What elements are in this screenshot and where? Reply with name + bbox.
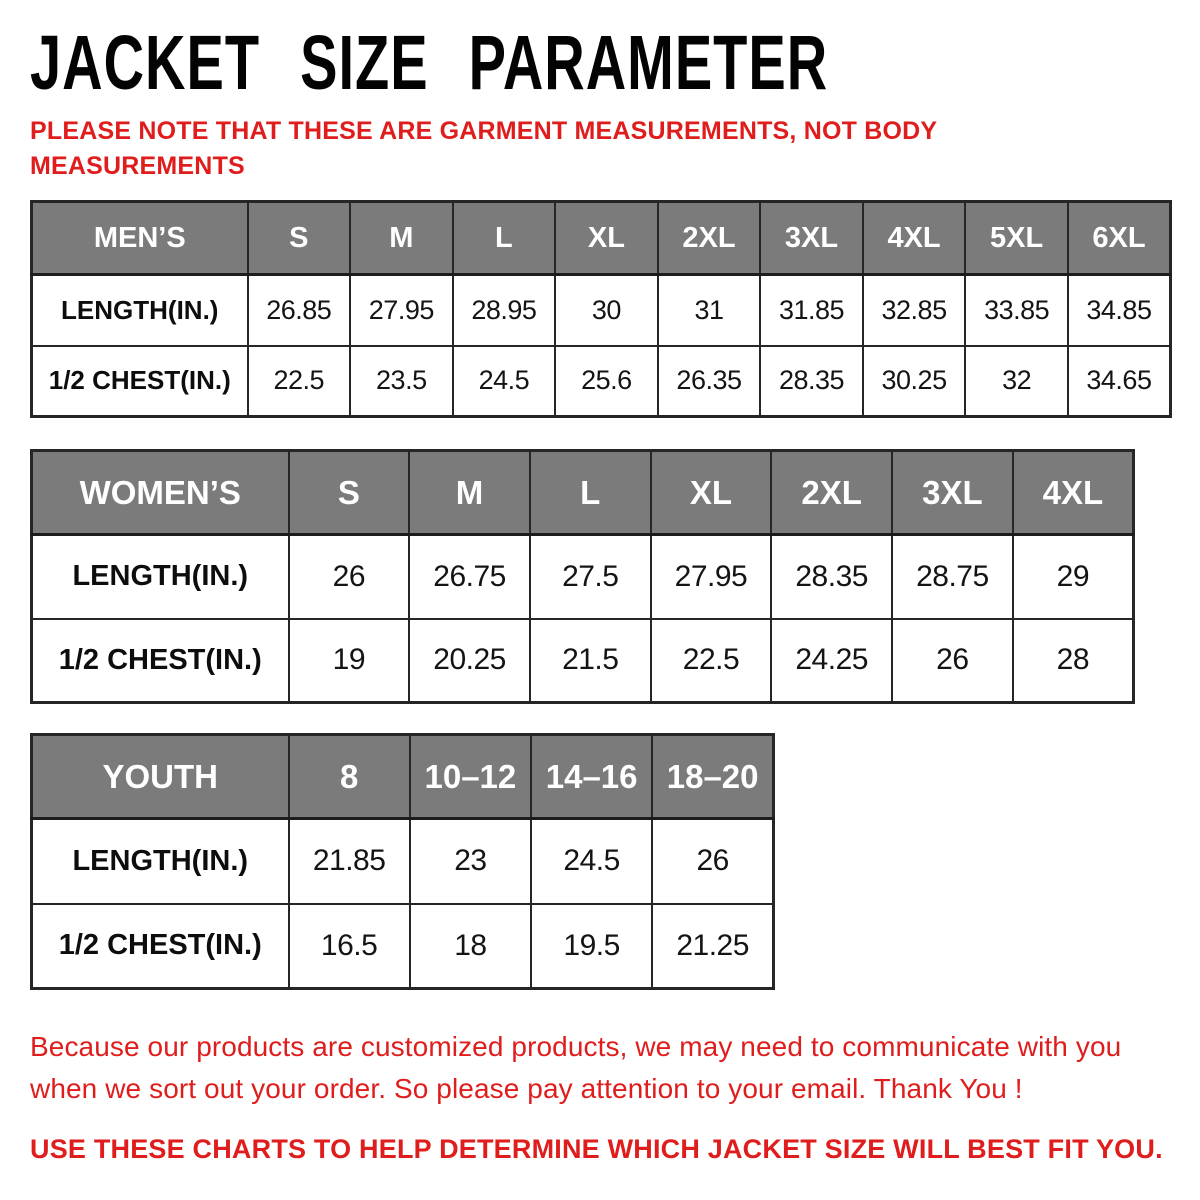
measurement-value-cell: 31.85 [760, 275, 863, 346]
measurement-value-cell: 34.85 [1068, 275, 1171, 346]
measurement-value-cell: 26.35 [658, 346, 761, 417]
measurement-value-cell: 24.25 [771, 619, 892, 703]
size-header-cell: M [350, 202, 453, 275]
customization-notice [30, 1026, 1172, 1110]
size-header-cell: 3XL [760, 202, 863, 275]
measurement-value-cell: 21.85 [289, 819, 410, 904]
note-line-2: MEASUREMENTS [30, 151, 245, 180]
size-header-cell: 4XL [1013, 451, 1134, 535]
page-title: JACKET SIZE PARAMETER [30, 18, 829, 106]
size-header-row [32, 735, 774, 819]
measurement-value-cell: 21.5 [530, 619, 651, 703]
table-title-cell: MEN’S [32, 202, 248, 275]
measurement-value-cell: 28 [1013, 619, 1134, 703]
measurement-value-cell: 25.6 [555, 346, 658, 417]
measurement-value-cell: 28.75 [892, 535, 1013, 619]
size-header-cell: S [289, 451, 410, 535]
measurement-value-cell: 21.25 [652, 904, 773, 989]
mens-size-table [30, 200, 1172, 418]
notice-line-2: when we sort out your order. So please pay attention to your email. Thank You ! [30, 1073, 1023, 1104]
measurement-value-cell: 20.25 [409, 619, 530, 703]
measurement-row [32, 346, 1171, 417]
measurement-value-cell: 32.85 [863, 275, 966, 346]
size-header-cell: 5XL [965, 202, 1068, 275]
size-header-cell: 10–12 [410, 735, 531, 819]
size-header-cell: 18–20 [652, 735, 773, 819]
measurement-value-cell: 24.5 [531, 819, 652, 904]
measurement-value-cell: 26 [289, 535, 410, 619]
measurement-value-cell: 29 [1013, 535, 1134, 619]
measurement-row [32, 819, 774, 904]
table-title-cell: WOMEN’S [32, 451, 289, 535]
measurement-value-cell: 27.95 [651, 535, 772, 619]
measurement-value-cell: 28.35 [760, 346, 863, 417]
row-label-cell: LENGTH(IN.) [32, 535, 289, 619]
measurement-value-cell: 16.5 [289, 904, 410, 989]
row-label-cell: LENGTH(IN.) [32, 819, 289, 904]
size-header-cell: S [248, 202, 351, 275]
measurement-value-cell: 32 [965, 346, 1068, 417]
size-header-row [32, 451, 1134, 535]
size-header-cell: XL [651, 451, 772, 535]
measurement-value-cell: 23.5 [350, 346, 453, 417]
measurement-value-cell: 19 [289, 619, 410, 703]
size-header-cell: XL [555, 202, 658, 275]
chart-usage-hint: USE THESE CHARTS TO HELP DETERMINE WHICH JACKET SIZE WILL BEST FIT YOU. [30, 1134, 1163, 1164]
measurement-value-cell: 27.5 [530, 535, 651, 619]
size-header-cell: 4XL [863, 202, 966, 275]
row-label-cell: 1/2 CHEST(IN.) [32, 346, 248, 417]
measurement-value-cell: 26.85 [248, 275, 351, 346]
measurement-value-cell: 22.5 [651, 619, 772, 703]
measurement-value-cell: 28.95 [453, 275, 556, 346]
row-label-cell: 1/2 CHEST(IN.) [32, 619, 289, 703]
size-header-cell: L [530, 451, 651, 535]
row-label-cell: LENGTH(IN.) [32, 275, 248, 346]
measurement-row [32, 275, 1171, 346]
measurement-row [32, 619, 1134, 703]
measurement-row [32, 535, 1134, 619]
measurement-value-cell: 26.75 [409, 535, 530, 619]
measurement-value-cell: 22.5 [248, 346, 351, 417]
size-header-cell: L [453, 202, 556, 275]
row-label-cell: 1/2 CHEST(IN.) [32, 904, 289, 989]
measurement-value-cell: 26 [892, 619, 1013, 703]
notice-line-1: Because our products are customized products, we may need to communicate with you [30, 1031, 1122, 1062]
measurement-value-cell: 30 [555, 275, 658, 346]
measurement-value-cell: 18 [410, 904, 531, 989]
size-header-cell: 2XL [658, 202, 761, 275]
measurement-value-cell: 23 [410, 819, 531, 904]
measurement-value-cell: 30.25 [863, 346, 966, 417]
note-line-1: PLEASE NOTE THAT THESE ARE GARMENT MEASUREMENTS, NOT BODY [30, 117, 938, 145]
size-header-cell: 6XL [1068, 202, 1171, 275]
womens-size-table [30, 449, 1135, 704]
table-title-cell: YOUTH [32, 735, 289, 819]
size-header-cell: 2XL [771, 451, 892, 535]
size-header-cell: M [409, 451, 530, 535]
measurement-value-cell: 33.85 [965, 275, 1068, 346]
size-header-row [32, 202, 1171, 275]
measurement-value-cell: 26 [652, 819, 773, 904]
measurement-value-cell: 34.65 [1068, 346, 1171, 417]
size-header-cell: 14–16 [531, 735, 652, 819]
garment-measurement-note [30, 114, 1172, 183]
measurement-value-cell: 31 [658, 275, 761, 346]
measurement-value-cell: 28.35 [771, 535, 892, 619]
measurement-row [32, 904, 774, 989]
size-header-cell: 8 [289, 735, 410, 819]
size-header-cell: 3XL [892, 451, 1013, 535]
measurement-value-cell: 19.5 [531, 904, 652, 989]
measurement-value-cell: 24.5 [453, 346, 556, 417]
measurement-value-cell: 27.95 [350, 275, 453, 346]
youth-size-table [30, 733, 775, 990]
